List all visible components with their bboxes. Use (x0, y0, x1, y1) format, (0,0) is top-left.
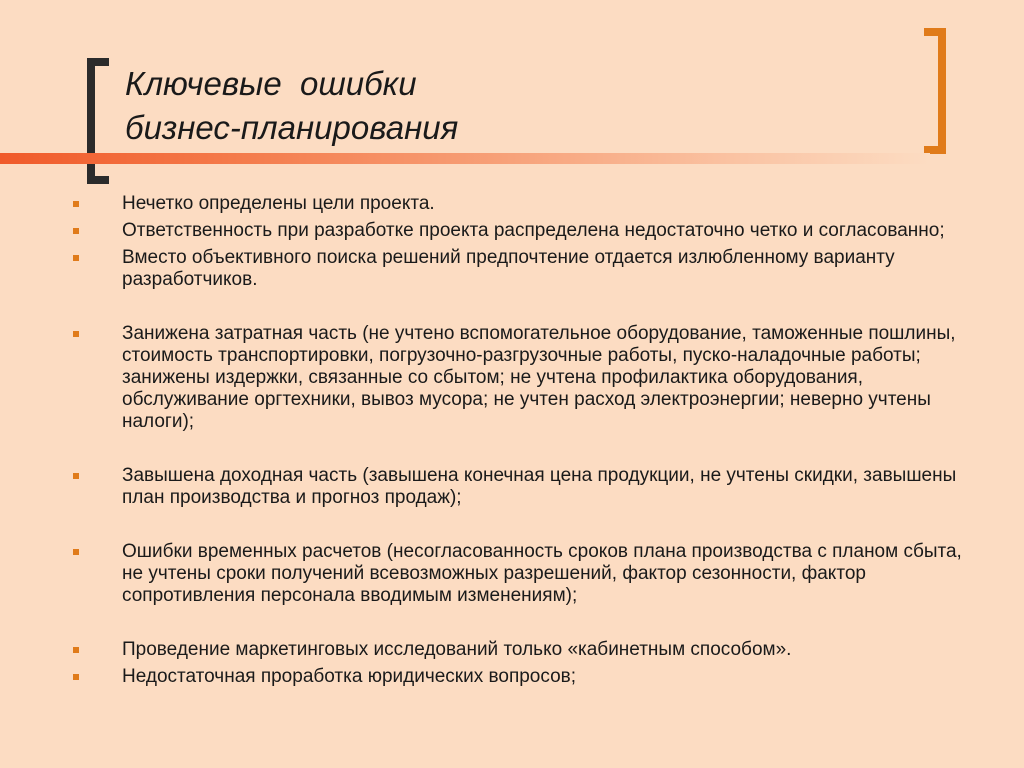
bullet-item (70, 247, 980, 291)
slide-title-line-1: Ключевые ошибки (125, 65, 417, 102)
square-bullet-icon (73, 647, 79, 653)
square-bullet-icon (73, 674, 79, 680)
bullet-text: Проведение маркетинговых исследований только «кабинетным способом». (122, 639, 792, 660)
bullet-item (70, 639, 980, 661)
bullet-item (70, 666, 980, 688)
bullet-item (70, 541, 980, 607)
bullet-text: Недостаточная проработка юридических вопросов; (122, 666, 577, 687)
bullet-text: Ответственность при разработке проекта распределена недостаточно четко и согласованно; (122, 220, 945, 241)
bullet-list (70, 193, 980, 693)
square-bullet-icon (73, 201, 79, 207)
bullet-text: Нечетко определены цели проекта. (122, 193, 435, 214)
bullet-text: Завышена доходная часть (завышена конечная цена продукции, не учтены скидки, завышены план производства и прогноз продаж); (122, 465, 957, 508)
bullet-text: Ошибки временных расчетов (несогласованность сроков плана производства с планом сбыта, не учтены сроки получений всевозможных разрешений, фактор сезонности, фактор сопротивления персонала вводимым изменениям); (122, 541, 962, 606)
bullet-text: Вместо объективного поиска решений предпочтение отдается излюбленному варианту разработчиков. (122, 247, 895, 290)
slide-title-line-2: бизнес-планирования (125, 109, 459, 146)
square-bullet-icon (73, 473, 79, 479)
square-bullet-icon (73, 255, 79, 261)
bullet-item (70, 193, 980, 215)
bullet-item (70, 465, 980, 509)
slide-title (125, 62, 885, 150)
square-bullet-icon (73, 549, 79, 555)
bullet-item (70, 323, 980, 433)
right-bracket-decoration (924, 28, 946, 154)
bullet-text: Занижена затратная часть (не учтено вспомогательное оборудование, таможенные пошлины, стоимость транспортировки, погрузочно-разгрузочные работы, пуско-наладочные работы; занижены издержки, связанные со сбытом; не учтена профилактика оборудования, обслуживание оргтехники, вывоз мусора; не учтен расход электроэнергии; неверно учтены налоги); (122, 323, 956, 432)
bullet-item (70, 220, 980, 242)
left-bracket-decoration (87, 58, 109, 184)
gradient-stripe-decoration (0, 153, 930, 164)
square-bullet-icon (73, 228, 79, 234)
square-bullet-icon (73, 331, 79, 337)
